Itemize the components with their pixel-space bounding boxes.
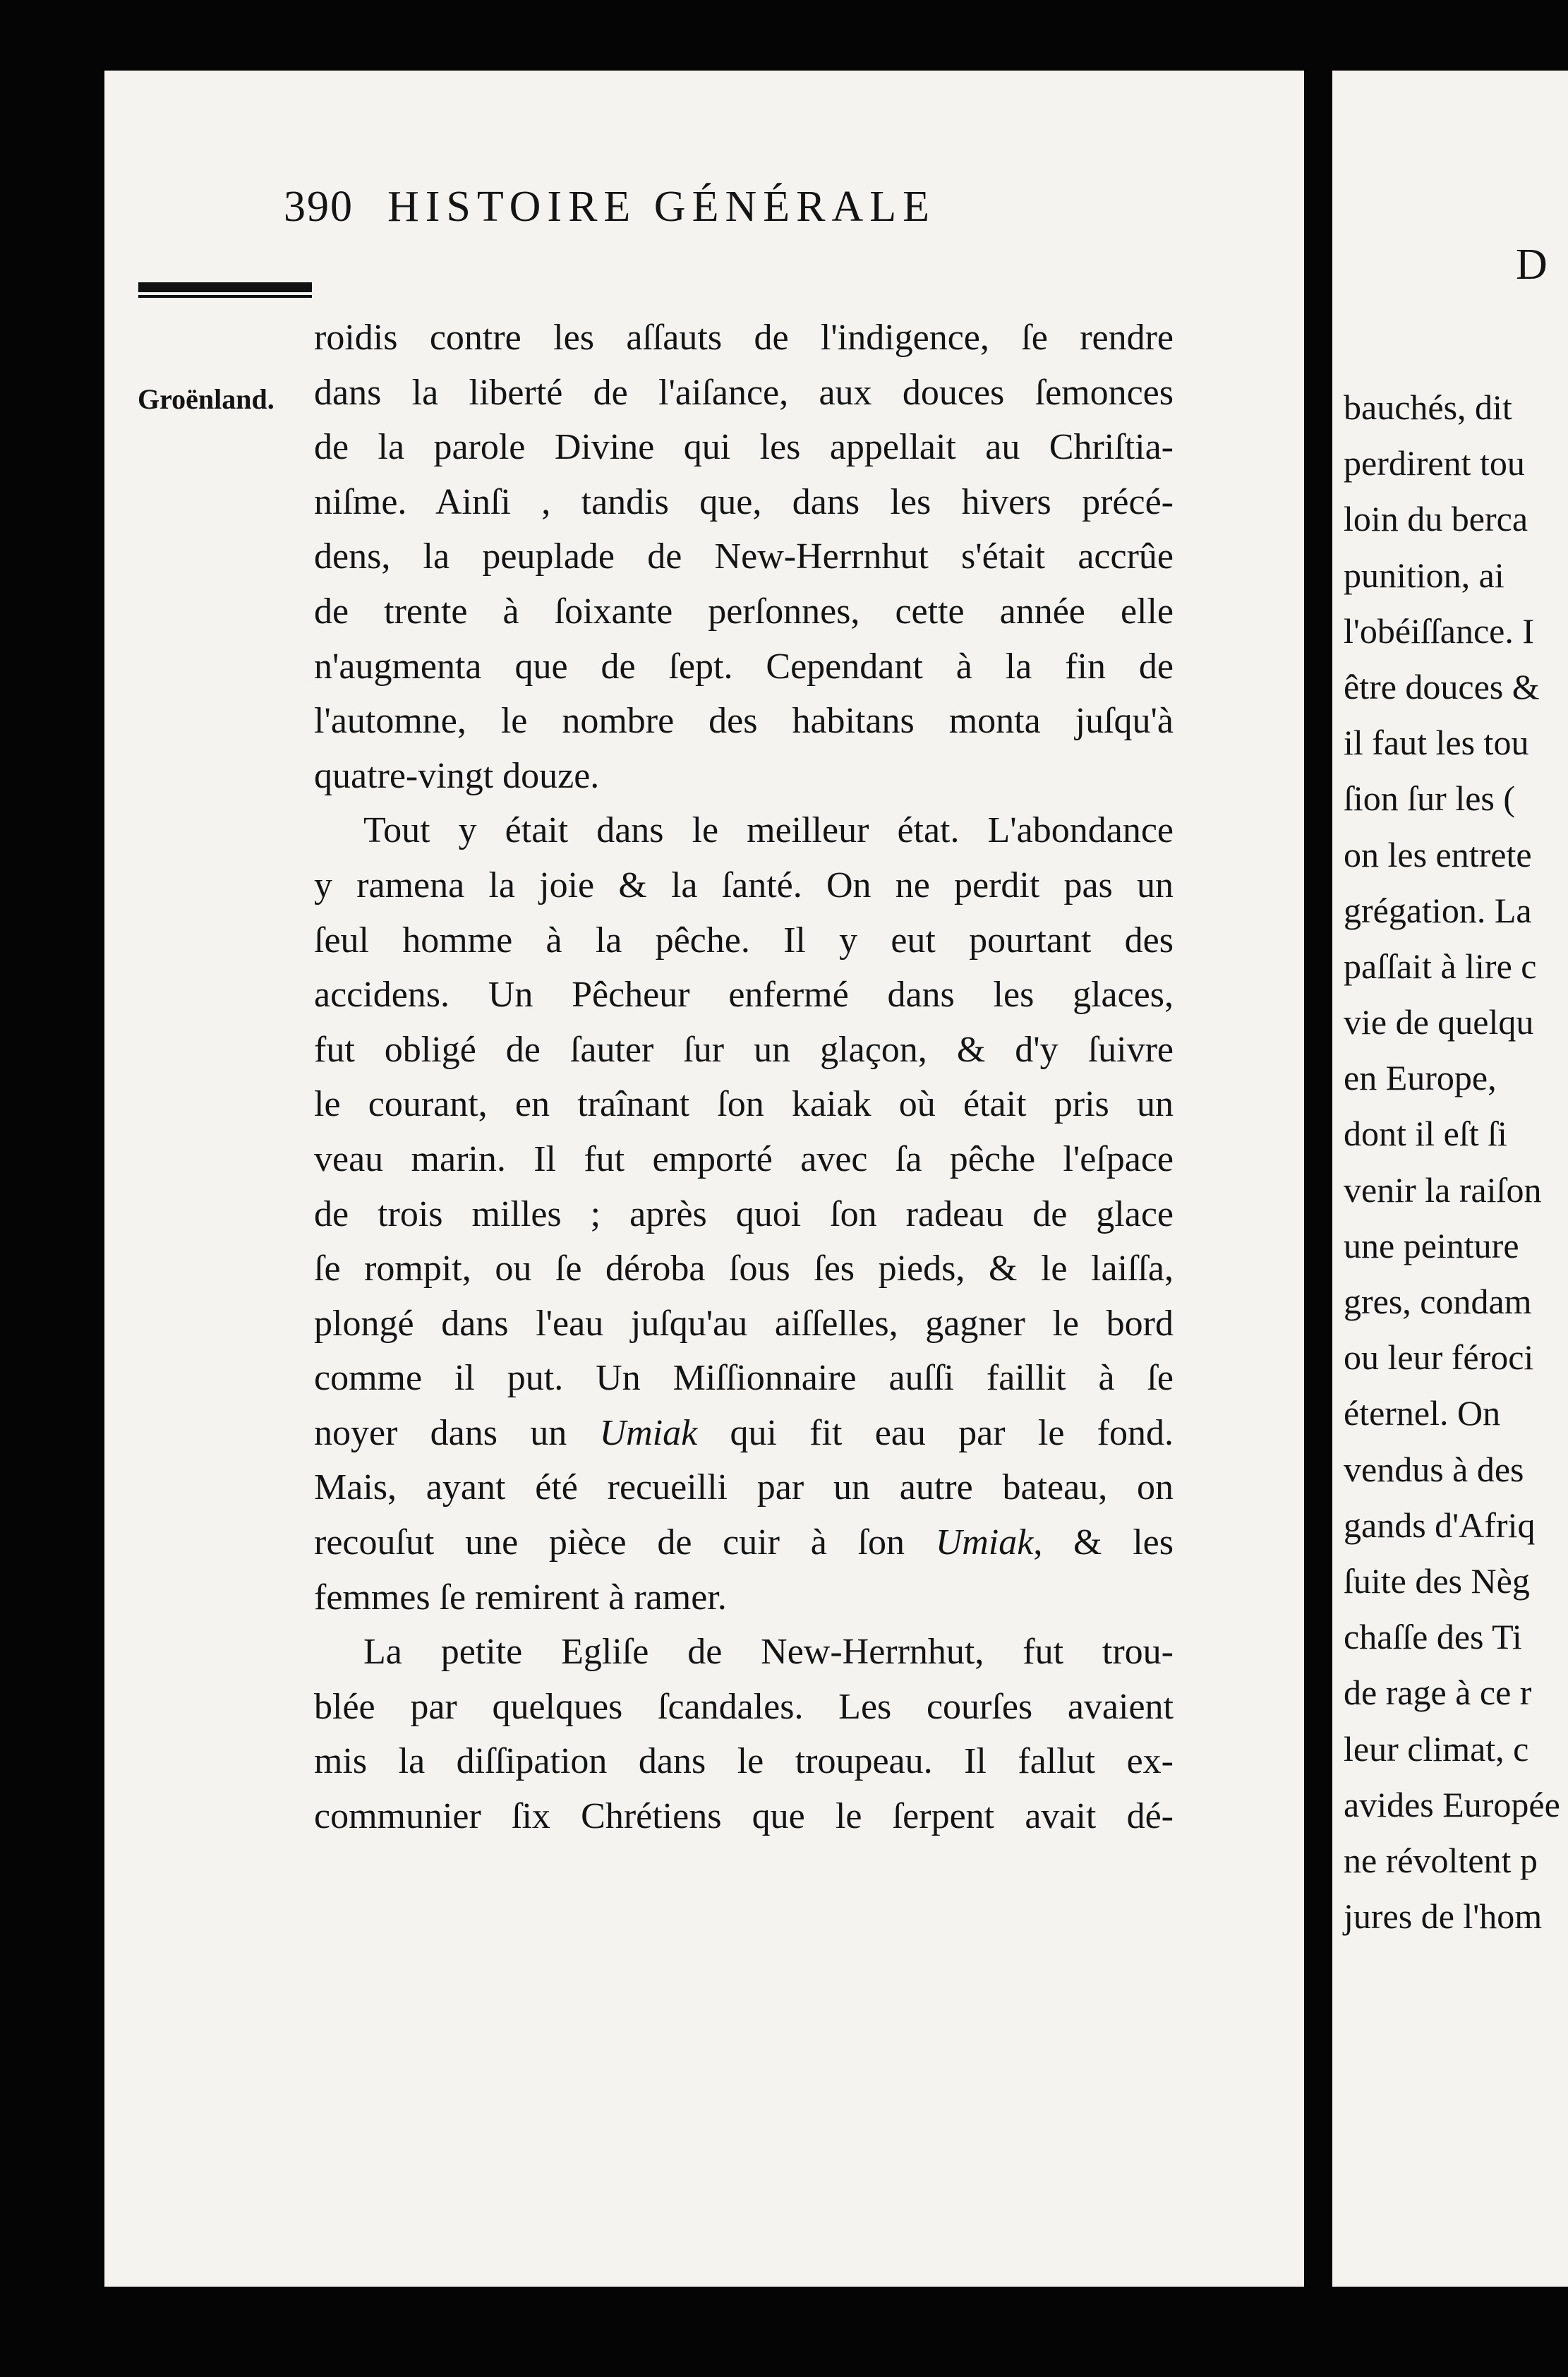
margin-note: Groënland. — [138, 383, 275, 415]
text-line: La petite Egliſe de New-Herrnhut, fut trou- — [363, 1632, 1174, 1673]
text-line: en Europe, — [1344, 1058, 1497, 1098]
text-line: n'augmenta que de ſept. Cependant à la fin de — [314, 646, 1174, 687]
text-line: quatre-vingt douze. — [314, 755, 600, 796]
text-line: roidis contre les aſſauts de l'indigence, ſe rendre — [314, 318, 1174, 358]
page-number: 390 — [284, 183, 354, 231]
running-header — [284, 182, 1166, 232]
text-line: ſion ſur les ( — [1344, 778, 1516, 819]
text-line: bauchés, dit — [1344, 387, 1512, 427]
text-line: l'obéiſſance. I — [1344, 610, 1534, 651]
text-line: éternel. On — [1344, 1393, 1501, 1433]
text-line: dont il eſt ſi — [1344, 1114, 1507, 1154]
text-line: grégation. La — [1344, 890, 1532, 930]
text-line: fut obligé de ſauter ſur un glaçon, & d'y ſuivre — [314, 1029, 1174, 1070]
text-line: perdirent tou — [1344, 443, 1525, 483]
text-line: paſſait à lire c — [1344, 946, 1537, 986]
text-line: y ramena la joie & la ſanté. On ne perdit pas un — [314, 865, 1174, 905]
text-line: femmes ſe remirent à ramer. — [314, 1577, 727, 1618]
text-line: mis la diſſipation dans le troupeau. Il fallut ex- — [314, 1741, 1174, 1782]
text-line: dens, la peuplade de New-Herrnhut s'était accrûe — [314, 536, 1174, 577]
text-line: une peinture — [1344, 1225, 1519, 1265]
text-line: avides Europée — [1344, 1784, 1560, 1824]
text-line: jures de l'hom — [1344, 1896, 1543, 1937]
text-line: on les entrete — [1344, 834, 1532, 874]
text-line: accidens. Un Pêcheur enfermé dans les glaces, — [314, 975, 1174, 1016]
text-line: gres, condam — [1344, 1282, 1532, 1321]
italic-term: Umiak — [935, 1522, 1034, 1563]
text-line: Mais, ayant été recueilli par un autre bateau, on — [314, 1467, 1174, 1508]
text-line: de rage à ce r — [1344, 1673, 1532, 1713]
text-line: de trente à ſoixante perſonnes, cette année elle — [314, 591, 1174, 632]
text-line: le courant, en traînant ſon kaiak où était pris un — [314, 1084, 1174, 1125]
text-line: ne révoltent p — [1344, 1840, 1538, 1880]
text-line: ſe rompit, ou ſe déroba ſous ſes pieds, & le laiſſa, — [314, 1248, 1174, 1289]
text-line: vie de quelqu — [1344, 1002, 1534, 1042]
italic-term: Umiak — [599, 1412, 698, 1453]
text-line: de la parole Divine qui les appellait au Chriſtia- — [314, 427, 1174, 468]
text-line: l'automne, le nombre des habitans monta juſqu'à — [314, 701, 1174, 742]
text-line: veau marin. Il fut emporté avec ſa pêche l'eſpace — [314, 1138, 1174, 1179]
right-page — [1332, 71, 1568, 2287]
text-line: gands d'Afriq — [1344, 1505, 1536, 1545]
text-line: leur climat, c — [1344, 1728, 1529, 1769]
text-line: ou leur féroci — [1344, 1337, 1534, 1378]
text-line: loin du berca — [1344, 499, 1528, 539]
text-line: comme il put. Un Miſſionnaire auſſi faillit à ſe — [314, 1358, 1174, 1399]
text-line: vendus à des — [1344, 1449, 1524, 1489]
text-line: plongé dans l'eau juſqu'au aiſſelles, gagner le bord — [314, 1303, 1174, 1344]
text-line: Tout y était dans le meilleur état. L'abondance — [363, 810, 1174, 851]
text-line: venir la raiſon — [1344, 1169, 1542, 1210]
text-line: recouſut une pièce de cuir à ſon Umiak, & les — [314, 1522, 1174, 1563]
text-line: chaſſe des Ti — [1344, 1617, 1522, 1657]
text-line: noyer dans un Umiak qui fit eau par le fond. — [314, 1412, 1174, 1453]
text-line: de trois milles ; après quoi ſon radeau de glace — [314, 1193, 1174, 1234]
text-line: ſeul homme à la pêche. Il y eut pourtant des — [314, 920, 1174, 961]
running-title: HISTOIRE GÉNÉRALE — [387, 183, 936, 231]
text-line: punition, ai — [1344, 555, 1504, 595]
text-line: dans la liberté de l'aiſance, aux douces ſemonces — [314, 372, 1174, 413]
margin-rule — [138, 282, 312, 292]
right-page-text — [1344, 380, 1568, 1944]
text-line: ſuite des Nèg — [1344, 1560, 1530, 1601]
right-page-header: D — [1516, 241, 1548, 289]
text-line: communier ſix Chrétiens que le ſerpent avait dé- — [314, 1796, 1174, 1837]
text-line: niſme. Ainſi , tandis que, dans les hivers précé- — [314, 481, 1174, 522]
text-line: être douces & — [1344, 666, 1540, 706]
body-text — [314, 311, 1174, 1844]
text-line: il faut les tou — [1344, 723, 1529, 763]
text-line: blée par quelques ſcandales. Les courſes avaient — [314, 1686, 1174, 1727]
